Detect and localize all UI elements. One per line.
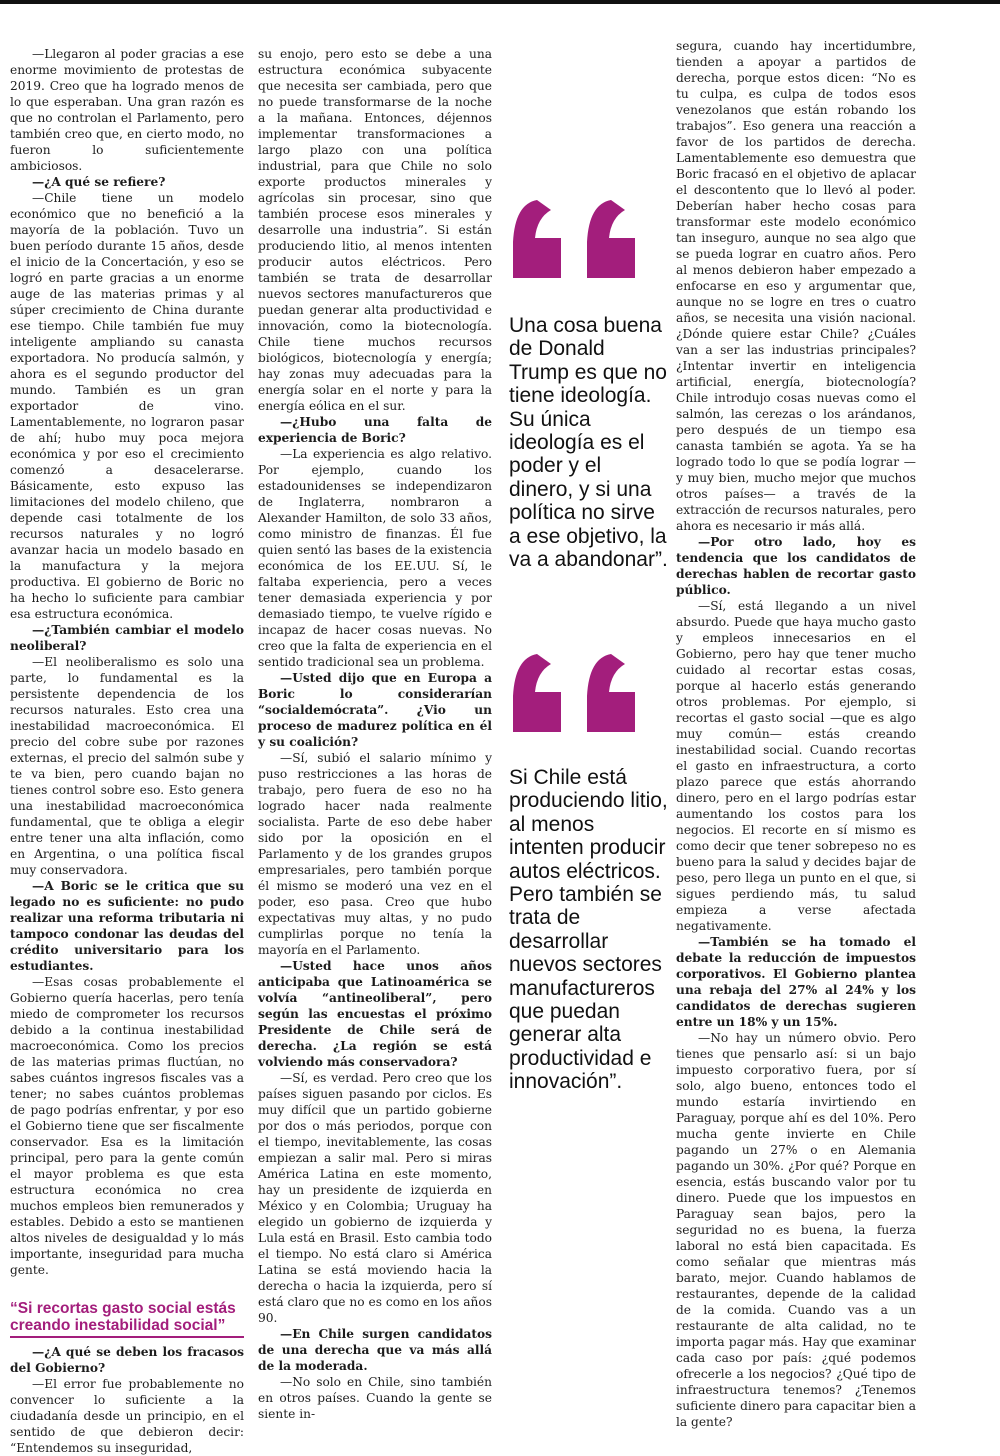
interview-question: —También se ha tomado el debate la reducción de impuestos corporativos. El Gobierno plantea una rebaja del 27% al 24% y los candidatos de derechas sugieren entre un 18% y un 15%. (676, 935, 916, 1029)
paragraph: —El error fue probablemente no convencer lo suficiente a la ciudadanía desde un principio, en el sentido de que debieron decir: “Entendemos su inseguridad, (10, 1377, 244, 1455)
interview-question: —¿Hubo una falta de experiencia de Boric? (258, 415, 492, 445)
paragraph: —No solo en Chile, sino también en otros países. Cuando la gente se siente in- (258, 1375, 492, 1421)
interview-question: —Usted dijo que en Europa a Boric lo considerarían “socialdemócrata”. ¿Vio un proceso de madurez política en él y su coalición? (258, 671, 492, 749)
article-column-4 (676, 38, 916, 1430)
paragraph: —Sí, está llegando a un nivel absurdo. Puede que haya mucho gasto y empleos innecesarios en el Gobierno, pero hay que tener mucho cuidado al recortar estas cosas, porque al hacerlo estás generando otros problemas. Por ejemplo, si recortas el gasto social —que es algo muy común— estás creando inestabilidad social. Cuando recortas el gasto en infraestructura, a corto plazo parece que estás ahorrando dinero, pero en el largo podrías estar aumentando los costos para los negocios. El recorte en sí mismo es como decir que tener sobrepeso no es bueno para la salud y decides bajar de peso, pero llega un punto en el que, si sigues perdiendo más, tu salud empieza a verse afectada negativamente. (676, 599, 916, 933)
interview-question: —¿A qué se deben los fracasos del Gobierno? (10, 1345, 244, 1375)
article-column-2 (258, 46, 492, 1422)
page-top-rule (0, 0, 1000, 4)
pull-quote: Una cosa buena de Donald Trump es que no tiene ideología. Su única ideología es el poder y el dinero, y si una política no sirve a ese objetivo, la va a abandonar”. (509, 314, 668, 572)
paragraph: —El neoliberalismo es solo una parte, lo fundamental es la persistente dependencia de los recursos naturales. Esto crea una inestabilidad macroeconómica. El precio del cobre sube por razones externas, el precio del salmón sube y te va bien, pero cuando bajan no tienes control sobre eso. Esto genera una inestabilidad macroeconómica fundamental, que te obliga a elegir entre tener una alta inflación, como en Argentina, o una política fiscal muy conservadora. (10, 655, 244, 877)
quote-mark-glyph (507, 644, 657, 734)
interview-question: —Usted hace unos años anticipaba que Latinoamérica se volvía “antineoliberal”, pero según las encuestas el próximo Presidente de Chile será de derecha. ¿La región se está volviendo más conservadora? (258, 959, 492, 1069)
quote-mark-icon (507, 644, 657, 734)
section-subheading: “Si recortas gasto social estás creando inestabilidad social” (10, 1300, 244, 1338)
paragraph: —Esas cosas probablemente el Gobierno quería hacerlas, pero tenía miedo de comprometer los recursos debido a la continua inestabilidad macroeconómica. Como los precios de las materias primas fluctúan, no sabes cuántos ingresos fiscales vas a tener; no sabes cuántos problemas de pago podrías enfrentar, y por eso el Gobierno tiene que ser fiscalmente conservador. Esa es la limitación principal, pero para la gente común el mayor problema es que esta estructura económica no crea muchos empleos bien remunerados y estables. Debido a esto se mantienen altos niveles de desigualdad y lo más importante, inseguridad para mucha gente. (10, 975, 244, 1277)
paragraph: —La experiencia es algo relativo. Por ejemplo, cuando los estadounidenses se independizaron de Inglaterra, nombraron a Alexander Hamilton, de solo 33 años, como ministro de finanzas. Él fue quien sentó las bases de la existencia económica de los EE.UU. Sí, le faltaba experiencia, pero a veces tener demasiada experiencia y por demasiado tiempo, te vuelve rígido e incapaz de hacer cosas nuevas. No creo que la falta de experiencia en el sentido tradicional sea un problema. (258, 447, 492, 669)
quote-mark-glyph (507, 190, 657, 280)
paragraph: —Chile tiene un modelo económico que no benefició a la mayoría de la población. Tuvo un buen período durante 15 años, desde el inicio de la Concertación, y eso se logró en parte gracias a un enorme auge de las materias primas y al súper crecimiento de China durante ese tiempo. Chile también fue muy inteligente ampliando su canasta exportadora. No producía salmón, y ahora es el segundo productor del mundo. También es un gran exportador de vino. Lamentablemente, no lograron pasar de ahí; hubo muy poca mejora económica y por eso el crecimiento comenzó a desacelerarse. Básicamente, esto expuso las limitaciones del modelo chileno, que depende casi totalmente de los recursos naturales y no logró avanzar hacia un modelo basado en la manufactura y la mejora productiva. El gobierno de Boric no ha hecho lo suficiente para cambiar esa estructura económica. (10, 191, 244, 621)
interview-question: —En Chile surgen candidatos de una derecha que va más allá de la moderada. (258, 1327, 492, 1373)
quote-mark-icon (507, 190, 657, 280)
interview-question: —¿A qué se refiere? (32, 175, 166, 189)
interview-question: —¿También cambiar el modelo neoliberal? (10, 623, 244, 653)
paragraph: —Sí, es verdad. Pero creo que los países siguen pasando por ciclos. Es muy difícil que un partido gobierne por dos o más periodos, porque con el tiempo, inevitablemente, las cosas empiezan a salir mal. Pero si miras América Latina en este momento, hay un presidente de izquierda en México y en Colombia; Uruguay ha elegido un gobierno de izquierda y Lula está en Brasil. Esto cambia todo el tiempo. No está claro si América Latina se está moviendo hacia la derecha o hacia la izquierda, pero sí está claro que no es como en los años 90. (258, 1071, 492, 1325)
paragraph: —Sí, subió el salario mínimo y puso restricciones a las horas de trabajo, pero fuera de eso no ha logrado hacer nada realmente socialista. Parte de eso debe haber sido por la oposición en el Parlamento y de los grandes grupos empresariales, pero también porque él mismo se moderó una vez en el poder, eso pasa. Creo que hubo expectativas muy altas, y no pudo cumplirlas porque no tenía la mayoría en el Parlamento. (258, 751, 492, 957)
paragraph: —No hay un número obvio. Pero tienes que pensarlo así: si un bajo impuesto corporativo fuera, por sí solo, algo bueno, entonces todo el mundo estaría invirtiendo en Paraguay, porque ahí es del 10%. Pero mucha gente invierte en Chile pagando un 27% o en Alemania pagando un 30%. ¿Por qué? Porque en esencia, estás buscando valor por tu dinero. Puede que los impuestos en Paraguay sean bajos, pero la seguridad no es buena, la fuerza laboral no está bien capacitada. Es como señalar que mientras más barato, mejor. Cuando hablamos de restaurantes, depende de la calidad de la comida. Cuando vas a un restaurante de alta calidad, no te importa pagar más. Hay que examinar cada caso por país: ¿qué podemos ofrecerle a los negocios? ¿Qué tipo de infraestructura tenemos? ¿Tenemos suficiente dinero para capacitar bien a la gente? (676, 1031, 916, 1429)
interview-question: —A Boric se le critica que su legado no es suficiente: no pudo realizar una reforma tributaria ni tampoco condonar las deudas del crédito universitario para los estudiantes. (10, 879, 244, 973)
paragraph: segura, cuando hay incertidumbre, tienden a apoyar a partidos de derecha, porque estos dicen: “No es tu culpa, es culpa de todos esos venezolanos que están robando los trabajos”. Eso genera una reacción a favor de los partidos de derecha. Lamentablemente eso demuestra que Boric fracasó en el objetivo de aplacar el descontento que lo llevó al poder. Deberían haber hecho cosas para transformar este modelo económico tan inseguro, aunque no sea algo que se pueda lograr en cuatro años. Pero al menos debieron haber empezado a enfocarse en eso y argumentar que, aunque no se logre en tres o cuatro años, se necesita una visión nacional. ¿Dónde quiere estar Chile? ¿Cuáles van a ser las industrias principales? ¿Intentar invertir en inteligencia artificial, energía, biotecnología? Chile introdujo cosas nuevas como el salmón, las cerezas o los arándanos, pero después de un tiempo esa canasta también se agota. Ya se ha logrado todo lo que se podía lograr —y muy bien, mucho mejor que muchos otros países— a través de la extracción de recursos naturales, pero ahora es necesario ir más allá. (676, 39, 916, 533)
interview-question: —Por otro lado, hoy es tendencia que los candidatos de derechas hablen de recortar gasto público. (676, 535, 916, 597)
pull-quote: Si Chile está produciendo litio, al menos intenten producir autos eléctricos. Pero también se trata de desarrollar nuevos sectores manufactureros que puedan generar alta productividad e innovación”. (509, 766, 668, 1094)
article-column-1 (10, 46, 244, 1456)
paragraph: su enojo, pero esto se debe a una estructura económica subyacente que necesita ser cambiada, pero que no puede transformarse de la noche a la mañana. Entonces, déjennos implementar transformaciones a largo plazo con una política industrial, para que Chile no solo exporte productos minerales y agrícolas sin procesar, sino que también procese esos minerales y desarrolle una industria”. Si están produciendo litio, al menos intenten producir autos eléctricos. Pero también se trata de desarrollar nuevos sectores manufactureros que puedan generar alta productividad e innovación, como la biotecnología. Chile tiene muchos recursos biológicos, biotecnología y energía; hay zonas muy adecuadas para la energía solar en el norte y para la energía eólica en el sur. (258, 47, 492, 413)
paragraph: —Llegaron al poder gracias a ese enorme movimiento de protestas de 2019. Creo que ha logrado menos de lo que esperaban. Una gran razón es que no controlan el Parlamento, pero también creo que, en cierto modo, no fueron lo suficientemente ambiciosos. (10, 47, 244, 173)
